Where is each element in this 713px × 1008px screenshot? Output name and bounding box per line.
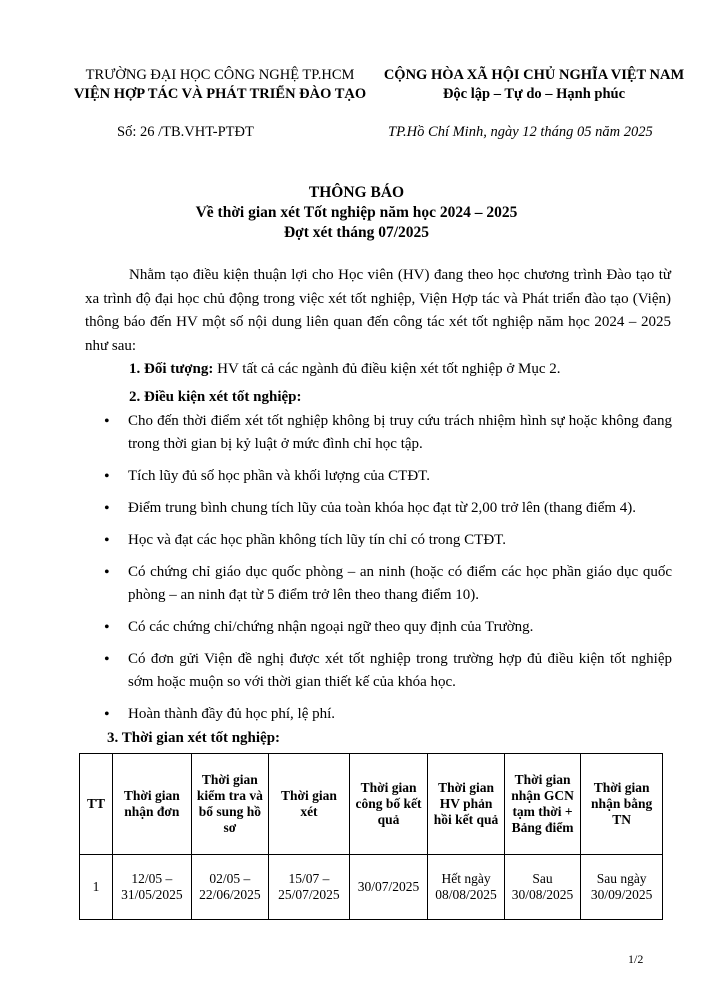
header-cell: Thời gian nhận GCN tạm thời + Bảng điểm: [504, 754, 580, 855]
table-cell: Hết ngày 08/08/2025: [428, 855, 504, 920]
table-cell: 02/05 – 22/06/2025: [191, 855, 269, 920]
nation-name: CỘNG HÒA XÃ HỘI CHỦ NGHĨA VIỆT NAM: [383, 67, 685, 83]
header-cell: Thời gian công bố kết quả: [349, 754, 428, 855]
table-cell: 12/05 – 31/05/2025: [113, 855, 192, 920]
section-schedule-heading: 3. Thời gian xét tốt nghiệp:: [107, 730, 281, 746]
table-header-row: [80, 754, 663, 855]
institute-name: VIỆN HỢP TÁC VÀ PHÁT TRIỂN ĐÀO TẠO: [73, 86, 367, 102]
table-row: [80, 855, 663, 920]
title-subject: Về thời gian xét Tốt nghiệp năm học 2024 – 2025: [195, 204, 518, 221]
header-cell: Thời gian kiểm tra và bổ sung hồ sơ: [191, 754, 269, 855]
table-cell: Sau 30/08/2025: [504, 855, 580, 920]
table-cell: 15/07 – 25/07/2025: [269, 855, 350, 920]
section-conditions-heading: 2. Điều kiện xét tốt nghiệp:: [129, 389, 302, 405]
list-item: • Tích lũy đủ số học phần và khối lượng của CTĐT.: [102, 465, 672, 488]
header-cell: Thời gian nhận đơn: [113, 754, 192, 855]
section-target-heading: 1. Đối tượng:: [129, 361, 214, 377]
intro-paragraph: Nhằm tạo điều kiện thuận lợi cho Học viên (HV) đang theo học chương trình Đào tạo từ xa trình độ đại học chủ động trong việc xét tốt nghiệp, Viện Hợp tác và Phát triển đào tạo (Viện) thông báo đến HV một số nội dung liên quan đến công tác xét tốt nghiệp năm học 2024 – 2025 như sau:: [85, 267, 671, 354]
header-cell: Thời gian xét: [269, 754, 350, 855]
issuing-organization: [60, 66, 380, 104]
section-target: [129, 358, 561, 381]
motto: Độc lập – Tự do – Hạnh phúc: [442, 86, 626, 102]
header-cell: TT: [80, 754, 113, 855]
place-and-date: TP.Hồ Chí Minh, ngày 12 tháng 05 năm 2025: [388, 124, 653, 140]
list-item: • Điểm trung bình chung tích lũy của toàn khóa học đạt từ 2,00 trở lên (thang điểm 4).: [102, 497, 672, 520]
list-item: • Có các chứng chỉ/chứng nhận ngoại ngữ theo quy định của Trường.: [102, 616, 672, 639]
list-item: • Có chứng chỉ giáo dục quốc phòng – an ninh (hoặc có điểm các học phần giáo dục quốc phòng – an ninh đạt từ 5 điểm trở lên theo thang điểm 10).: [102, 561, 672, 607]
table-cell: 30/07/2025: [349, 855, 428, 920]
list-item: • Hoàn thành đầy đủ học phí, lệ phí.: [102, 703, 672, 726]
header-cell: Thời gian nhận bằng TN: [581, 754, 663, 855]
conditions-list: [102, 410, 672, 735]
page-number: 1/2: [628, 952, 644, 966]
list-item: • Học và đạt các học phần không tích lũy tín chỉ có trong CTĐT.: [102, 529, 672, 552]
document-title: [0, 183, 713, 243]
title-round: Đợt xét tháng 07/2025: [283, 224, 430, 241]
table-cell: Sau ngày 30/09/2025: [581, 855, 663, 920]
list-item: • Cho đến thời điểm xét tốt nghiệp không bị truy cứu trách nhiệm hình sự hoặc không đang trong thời gian bị kỷ luật ở mức đình chỉ học tập.: [102, 410, 672, 456]
section-target-text: HV tất cả các ngành đủ điều kiện xét tốt nghiệp ở Mục 2.: [213, 361, 561, 377]
list-item: • Có đơn gửi Viện đề nghị được xét tốt nghiệp trong trường hợp đủ điều kiện tốt nghiệp sớm hoặc muộn so với thời gian thiết kế của khóa học.: [102, 648, 672, 694]
header-cell: Thời gian HV phản hồi kết quả: [428, 754, 504, 855]
document-number: Số: 26 /TB.VHT-PTĐT: [117, 124, 254, 140]
table-cell: 1: [80, 855, 113, 920]
university-name: TRƯỜNG ĐẠI HỌC CÔNG NGHỆ TP.HCM: [85, 67, 355, 83]
title-main: THÔNG BÁO: [308, 184, 405, 201]
schedule-table: [79, 753, 663, 920]
national-motto: [375, 66, 693, 104]
